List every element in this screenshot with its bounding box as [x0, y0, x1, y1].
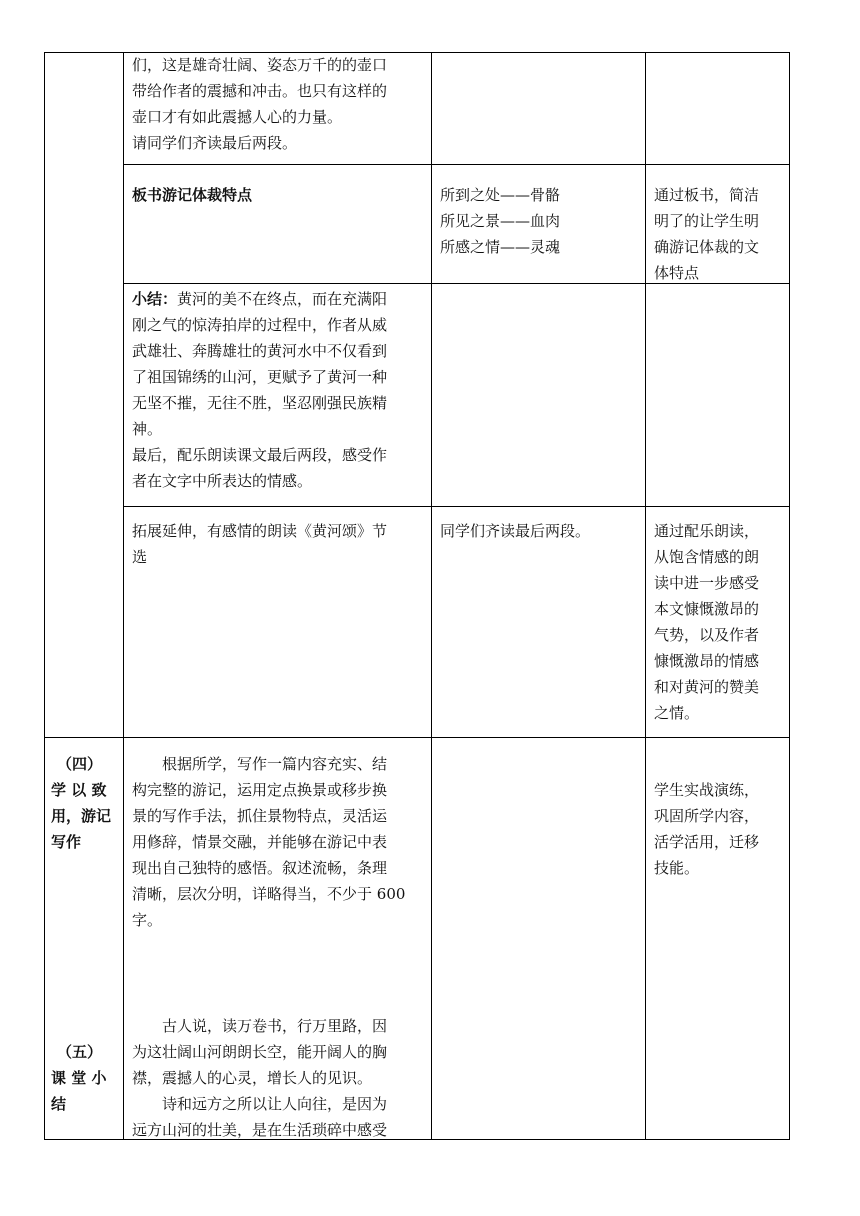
row4-teacher-cell	[132, 518, 428, 570]
summary-text: 黄河的美不在终点，而在充满阳	[177, 290, 388, 308]
text-line: 们，这是雄奇壮阔、姿态万千的的壶口	[132, 56, 388, 74]
text-line: 活学活用，迁移	[654, 833, 760, 851]
text-line: 无坚不摧，无往不胜，坚忍刚强民族精	[132, 394, 388, 412]
text-line: 构完整的游记，运用定点换景或移步换	[132, 781, 388, 799]
text-line: 技能。	[654, 859, 700, 877]
text-line: 通过板书，简洁	[654, 186, 760, 204]
text-line: 最后，配乐朗读课文最后两段，感受作	[132, 446, 388, 464]
text-line: 请同学们齐读最后两段。	[132, 134, 298, 152]
text-line: 清晰，层次分明，详略得当，不少于 600	[132, 885, 406, 903]
text-line: 壶口才有如此震撼人心的力量。	[132, 108, 343, 126]
text-line: 气势，以及作者	[654, 626, 760, 644]
stage-number: （五）	[57, 1043, 103, 1061]
text-line: 确游记体裁的文	[654, 238, 760, 256]
row-divider-4	[44, 737, 790, 738]
text-line: 学生实战演练，	[654, 781, 760, 799]
text-line: 襟，震撼人的心灵，增长人的见识。	[132, 1069, 373, 1087]
text-line: 神。	[132, 420, 163, 438]
text-line: 之情。	[654, 704, 700, 722]
text-line: 拓展延伸，有感情的朗读《黄河颂》节	[132, 522, 388, 540]
text-line: 古人说，读万卷书，行万里路，因	[132, 1017, 388, 1035]
row-divider-3	[123, 506, 790, 507]
text-line: 慷慨激昂的情感	[654, 652, 760, 670]
text-line: 现出自己独特的感悟。叙述流畅，条理	[132, 859, 388, 877]
text-line: 通过配乐朗读，	[654, 522, 760, 540]
column-divider-3	[645, 52, 646, 1140]
text-line: 诗和远方之所以让人向往，是因为	[132, 1095, 388, 1113]
text-line: 所见之景——血肉	[440, 212, 561, 230]
row2-intent-cell	[654, 182, 786, 286]
text-line: 明了的让学生明	[654, 212, 760, 230]
row5-intent-cell	[654, 777, 786, 881]
text-line: 刚之气的惊涛拍岸的过程中，作者从威	[132, 316, 388, 334]
row2-teacher-cell	[132, 182, 428, 208]
table-border-right	[789, 52, 790, 1140]
stage-title-line: 学 以 致	[51, 781, 107, 799]
text-line: 字。	[132, 911, 163, 929]
column-divider-2	[431, 52, 432, 1140]
text-line: 选	[132, 548, 148, 566]
stage-4-label	[51, 751, 121, 855]
text-line: 从饱含情感的朗	[654, 548, 760, 566]
text-line: 了祖国锦绣的山河，更赋予了黄河一种	[132, 368, 388, 386]
text-line: 为这壮阔山河朗朗长空，能开阔人的胸	[132, 1043, 388, 1061]
summary-label: 小结：	[132, 290, 178, 308]
text-line: 和对黄河的赞美	[654, 678, 760, 696]
text-line: 根据所学，写作一篇内容充实、结	[132, 755, 388, 773]
row2-student-cell	[440, 182, 640, 260]
text-line: 者在文字中所表达的情感。	[132, 472, 313, 490]
text-line: 武雄壮、奔腾雄壮的黄河水中不仅看到	[132, 342, 388, 360]
column-divider-1	[123, 52, 124, 1140]
row-divider-1	[123, 164, 790, 165]
stage-title-line: 课 堂 小	[51, 1069, 107, 1087]
stage-5-label	[51, 1039, 121, 1117]
text-line: 同学们齐读最后两段。	[440, 522, 591, 540]
closing-summary-cell	[132, 1013, 428, 1143]
stage-number: （四）	[57, 755, 103, 773]
stage-title-line: 结	[51, 1095, 67, 1113]
row3-summary-cell	[132, 286, 428, 494]
row4-intent-cell	[654, 518, 786, 726]
text-line: 巩固所学内容，	[654, 807, 760, 825]
text-line: 体特点	[654, 264, 700, 282]
text-line: 本文慷慨激昂的	[654, 600, 760, 618]
board-heading: 板书游记体裁特点	[132, 186, 253, 204]
text-line: 远方山河的壮美，是在生活琐碎中感受	[132, 1121, 388, 1139]
text-line: 所到之处——骨骼	[440, 186, 561, 204]
text-line: 用修辞，情景交融，并能够在游记中表	[132, 833, 388, 851]
text-line	[132, 286, 428, 312]
table-border-left	[44, 52, 45, 1140]
stage-title-line: 用，游记	[51, 807, 112, 825]
text-line: 带给作者的震撼和冲击。也只有这样的	[132, 82, 388, 100]
text-line: 读中进一步感受	[654, 574, 760, 592]
writing-task-cell	[132, 751, 428, 933]
text-line: 景的写作手法，抓住景物特点，灵活运	[132, 807, 388, 825]
stage-title-line: 写作	[51, 833, 82, 851]
text-line: 所感之情——灵魂	[440, 238, 561, 256]
row1-teacher-cell	[132, 52, 428, 156]
row4-student-cell	[440, 518, 640, 544]
